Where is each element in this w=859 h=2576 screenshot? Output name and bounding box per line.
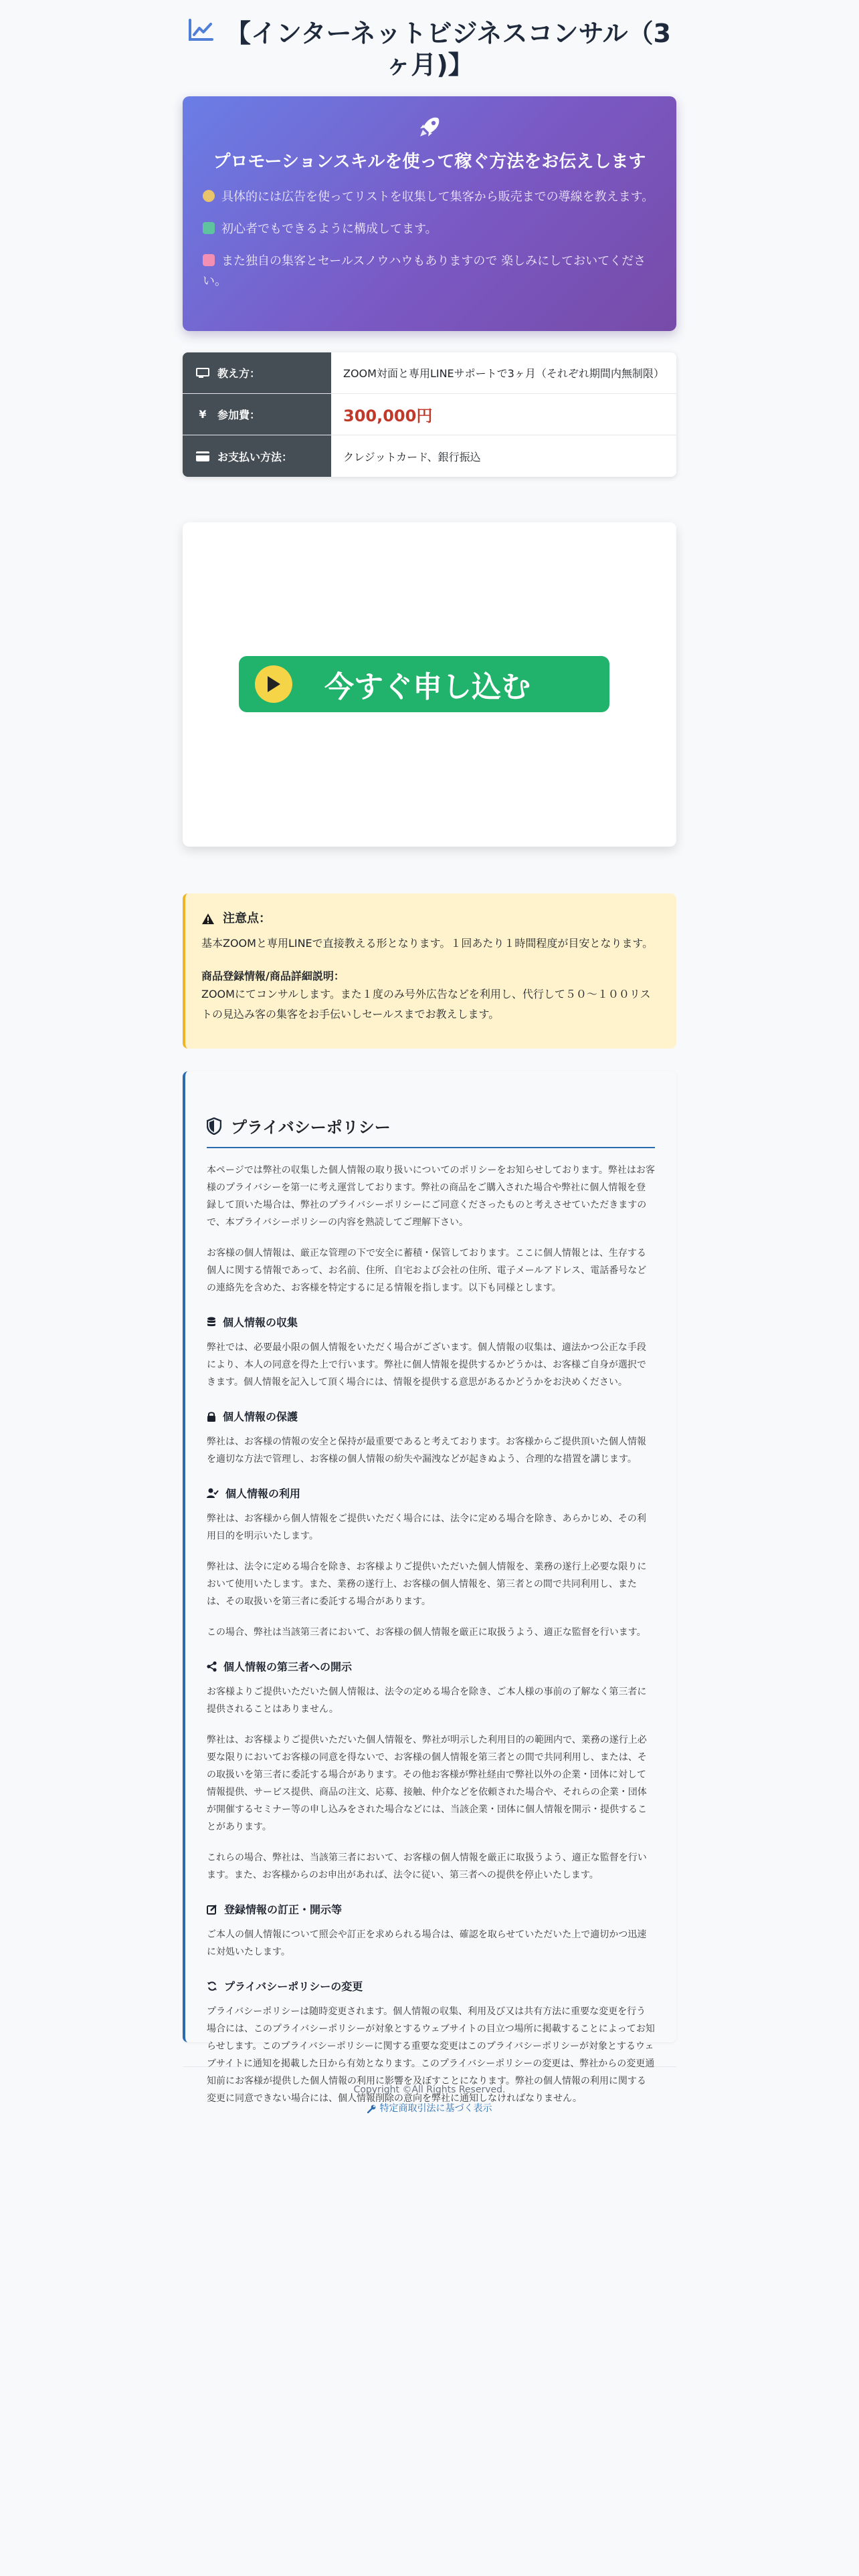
info-value-payment: クレジットカード、銀行振込 bbox=[343, 450, 481, 463]
sync-icon bbox=[207, 1981, 217, 1992]
section-heading-disclosure-text: 個人情報の第三者への開示 bbox=[223, 1660, 353, 1673]
hero-line-3 bbox=[203, 251, 656, 292]
apply-now-label: 今すぐ申し込む bbox=[324, 670, 531, 704]
section-protection-para-1: 弊社は、お客様の情報の安全と保持が最重要であると考えております。お客様からご提供頂いた個人情報を適切な方法で管理し、お客様の個人情報の紛失や漏洩などが起きぬよう、合理的な措置を講じます。 bbox=[207, 1436, 646, 1465]
info-label-payment-text: お支払い方法： bbox=[217, 450, 293, 463]
section-disclosure-para-2: 弊社は、お客様よりご提供いただいた個人情報を、弊社が明示した利用目的の範囲内で、業務の遂行上必要な限りにおいてお客様の同意を得ないで、お客様の個人情報を第三者との間で共同利用し、または、その取扱いを第三者に委託する場合があります。その他お客様が弊社経由で弊社以外の企業・団体に対して情報提供、サービス提供、商品の注文、応募、接触、仲介などを依頼された場合や、それらの企業・団体が開催するセミナー等の申し込みをされた場合などには、当該企業・団体に個人情報を開示・提供することがあります。 bbox=[207, 1735, 647, 1832]
info-label-fee bbox=[183, 394, 331, 435]
chart-line-icon bbox=[188, 18, 213, 47]
title-section bbox=[183, 0, 676, 79]
apply-now-button[interactable] bbox=[239, 656, 609, 712]
section-heading-usage-text: 個人情報の利用 bbox=[225, 1487, 301, 1500]
chalkboard-icon bbox=[195, 368, 211, 379]
info-row-payment bbox=[183, 435, 676, 477]
section-heading-collection-text: 個人情報の収集 bbox=[223, 1316, 298, 1329]
lock-icon bbox=[207, 1411, 216, 1422]
book-emoji-icon bbox=[203, 222, 215, 234]
legal-notice-link-text: 特定商取引法に基づく表示 bbox=[379, 2103, 492, 2114]
page-title-text: 【インターネットビジネスコンサル（3ヶ月)】 bbox=[225, 19, 671, 80]
info-value-fee: 300,000円 bbox=[343, 407, 433, 425]
notice-heading-text: 注意点： bbox=[223, 911, 271, 926]
database-icon bbox=[207, 1317, 216, 1327]
coin-emoji-icon bbox=[203, 190, 215, 202]
section-heading-protection bbox=[207, 1408, 655, 1424]
section-heading-correction bbox=[207, 1901, 655, 1917]
section-collection-para-1: 弊社では、必要最小限の個人情報をいただく場合がございます。個人情報の収集は、適法かつ公正な手段により、本人の同意を得た上で行います。弊社に個人情報を提供するかどうかは、お客様ご自身が選択できます。個人情報を記入して頂く場合には、情報を提供する意思があるかどうかをお決めください。 bbox=[207, 1342, 646, 1388]
play-icon bbox=[255, 665, 292, 703]
privacy-intro-2: お客様の個人情報は、厳正な管理の下で安全に蓄積・保管しております。ここに個人情報とは、生存する個人に関する情報であって、お名前、住所、自宅および会社の住所、電子メールアドレス、電話番号などの連絡先を含めた、お客様を特定するに足る情報を指します。以下も同様とします。 bbox=[207, 1248, 647, 1293]
section-heading-protection-text: 個人情報の保護 bbox=[223, 1410, 298, 1423]
section-heading-collection bbox=[207, 1314, 655, 1329]
hero-line-1-text: 具体的には広告を使ってリストを収集して集客から販売までの導線を教えます。 bbox=[221, 190, 654, 204]
copyright-text: Copyright ©All Rights Reserved. bbox=[353, 2084, 506, 2095]
hero-line-2-text: 初心者でもできるように構成してます。 bbox=[221, 222, 438, 236]
section-usage-para-1: 弊社は、お客様から個人情報をご提供いただく場合には、法令に定める場合を除き、あらかじめ、その利用目的を明示いたします。 bbox=[207, 1513, 646, 1541]
section-changes-para-1: プライバシーポリシーは随時変更されます。個人情報の収集、利用及び又は共有方法に重要な変更を行う場合には、このプライバシーポリシーが対象とするウェブサイトの目立つ場所に掲載することによってお知らせします。このプライバシーポリシーに関する重要な変更はこのプライバシーポリシーが対象とするウェブサイトに通知を掲載した日から有効となります。このプライバシーポリシーの変更は、弊社からの変更通知前にお客様が提供した個人情報の利用に影響を及ぼすことになります。弊社の個人情報の利用に関する変更に同意できない場合には、個人情報削除の意向を弊社に通知しなければなりません。 bbox=[207, 2006, 655, 2104]
shield-icon bbox=[207, 1117, 221, 1135]
section-disclosure-para-1: お客様よりご提供いただいた個人情報は、法令の定める場合を除き、ご本人様の事前の了解なく第三者に提供されることはありません。 bbox=[207, 1687, 647, 1715]
hero-line-2 bbox=[203, 219, 656, 239]
edit-icon bbox=[207, 1904, 217, 1915]
section-heading-disclosure bbox=[207, 1658, 655, 1674]
hero-line-3-text: また独自の集客とセールスノウハウもありますので 楽しみにしておいてください。 bbox=[203, 254, 646, 288]
gift-emoji-icon bbox=[203, 254, 215, 266]
section-disclosure-para-3: これらの場合、弊社は、当該第三者において、お客様の個人情報を厳正に取扱うよう、適正な監督を行います。また、お客様からのお申出があれば、法令に従い、第三者への提供を停止いたします。 bbox=[207, 1852, 647, 1881]
section-heading-changes bbox=[207, 1978, 655, 1994]
user-check-icon bbox=[207, 1488, 219, 1499]
credit-card-icon bbox=[195, 451, 211, 461]
info-label-payment bbox=[183, 435, 331, 477]
privacy-heading-text: プライバシーポリシー bbox=[231, 1118, 391, 1137]
page-title bbox=[183, 19, 676, 80]
page-container bbox=[183, 0, 676, 2120]
info-row-teaching bbox=[183, 352, 676, 394]
section-heading-correction-text: 登録情報の訂正・開示等 bbox=[224, 1903, 343, 1916]
privacy-heading bbox=[207, 1114, 655, 1148]
info-label-fee-text: 参加費： bbox=[217, 409, 261, 421]
share-icon bbox=[207, 1661, 217, 1672]
info-row-fee bbox=[183, 394, 676, 435]
info-value-teaching: ZOOM対面と専用LINEサポートで3ヶ月（それぞれ期間内無制限） bbox=[343, 367, 664, 380]
info-table bbox=[183, 352, 676, 477]
notice-heading bbox=[201, 911, 658, 927]
legal-notice-link[interactable] bbox=[367, 2099, 492, 2118]
hero-banner bbox=[183, 96, 676, 331]
cta-card bbox=[183, 522, 676, 847]
notice-sub-heading: 商品登録情報/商品詳細説明： bbox=[201, 970, 345, 982]
section-heading-changes-text: プライバシーポリシーの変更 bbox=[224, 1980, 363, 1993]
notice-body: 基本ZOOMと専用LINEで直接教える形となります。１回あたり１時間程度が目安となります。 bbox=[201, 937, 654, 950]
section-correction-para-1: ご本人の個人情報について照会や訂正を求められる場合は、確認を取らせていただいた上で適切かつ迅速に対処いたします。 bbox=[207, 1929, 647, 1957]
rocket-icon bbox=[416, 114, 443, 140]
info-label-teaching-text: 教え方： bbox=[217, 367, 261, 380]
notice-sub-body: ZOOMにてコンサルします。また１度のみ号外広告などを利用し、代行して５０～１００リストの見込み客の集客をお手伝いしセールスまでお教えします。 bbox=[201, 988, 651, 1021]
warning-icon bbox=[201, 913, 215, 925]
section-usage-para-2: 弊社は、法令に定める場合を除き、お客様よりご提供いただいた個人情報を、業務の遂行上必要な限りにおいて使用いたします。また、業務の遂行上、お客様の個人情報を、第三者との間で共同利用し、または、その取扱いを第三者に委託する場合があります。 bbox=[207, 1562, 647, 1607]
hero-line-1 bbox=[203, 187, 656, 207]
wrench-icon bbox=[367, 2105, 376, 2113]
section-usage-para-3: この場合、弊社は当該第三者において、お客様の個人情報を厳正に取扱うよう、適正な監督を行います。 bbox=[207, 1627, 646, 1638]
yen-icon: ¥ bbox=[199, 408, 207, 421]
section-heading-usage bbox=[207, 1485, 655, 1501]
hero-heading: プロモーションスキルを使って稼ぐ方法をお伝えします bbox=[213, 152, 646, 172]
privacy-intro: 本ページでは弊社の収集した個人情報の取り扱いについてのポリシーをお知らせしております。弊社はお客様のプライバシーを第一に考え運営しております。弊社の商品をご購入された場合や弊社に個人情報を登録して頂いた場合は、弊社のプライバシーポリシーにご同意くださったものと考えさせていただきますので、本プライバシーポリシーの内容を熟読してご理解下さい。 bbox=[207, 1165, 655, 1228]
info-label-teaching bbox=[183, 352, 331, 393]
notice-box bbox=[183, 893, 676, 1049]
